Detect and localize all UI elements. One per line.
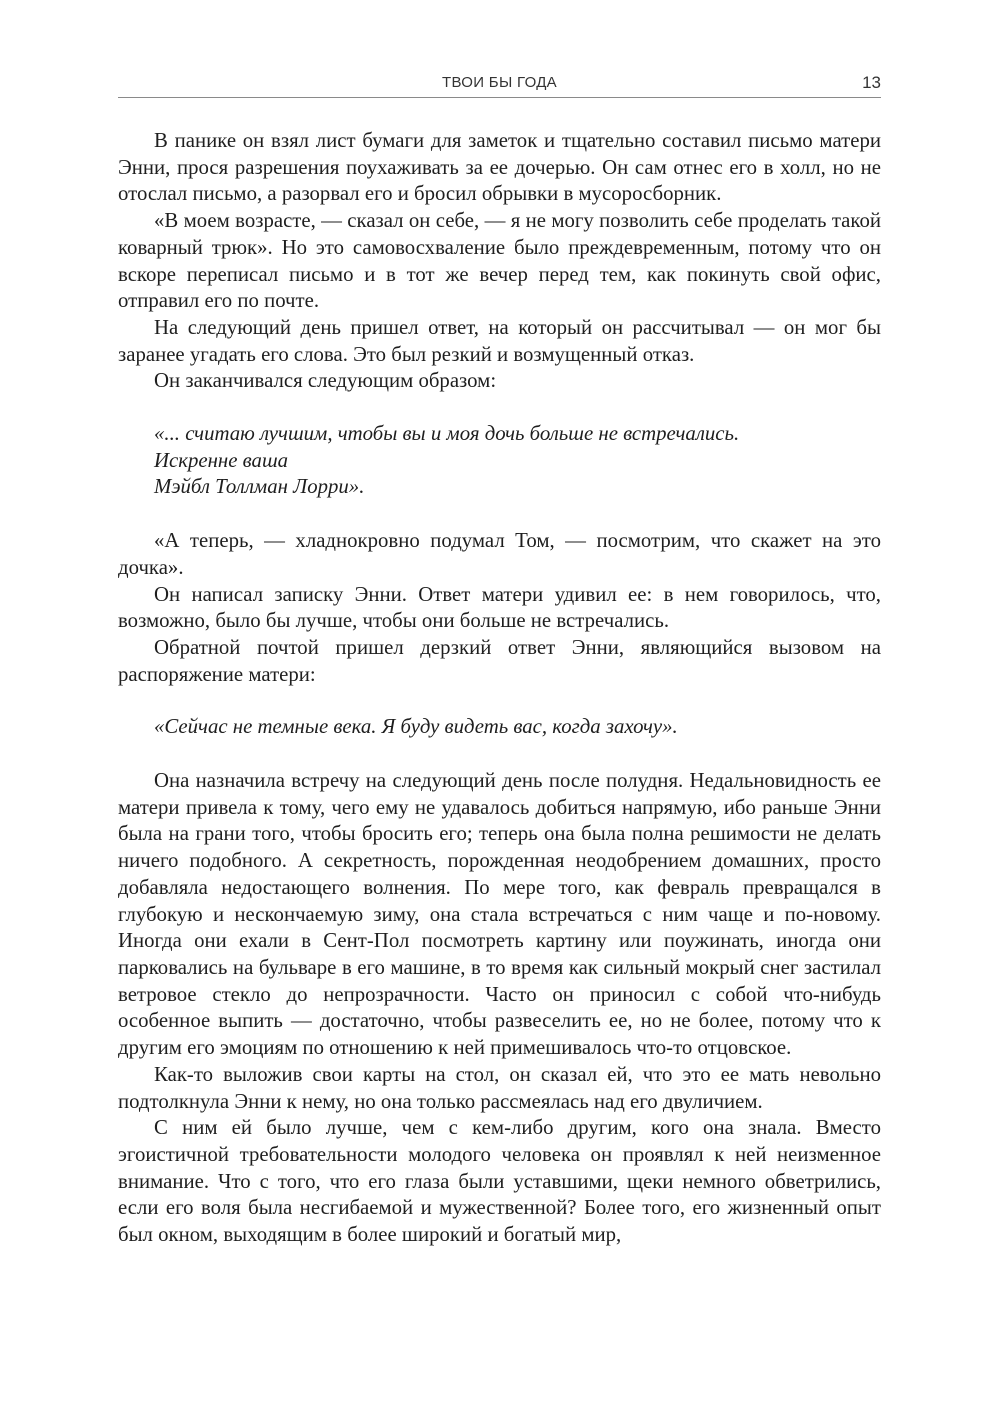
- paragraph-4: Он заканчивался следующим образом:: [154, 369, 497, 393]
- page-number: 13: [862, 73, 881, 92]
- running-title: ТВОИ БЫ ГОДА: [442, 74, 557, 91]
- body-text: [118, 128, 881, 1249]
- paragraph-6: Он написал записку Энни. Ответ матери удивил ее: в нем говорилось, что, возможно, было бы лучше, чтобы они больше не встречались.: [118, 582, 881, 633]
- paragraph-7: Обратной почтой пришел дерзкий ответ Энни, являющийся вызовом на распоряжение матери:: [118, 635, 881, 686]
- running-header: [118, 70, 881, 98]
- letter-quote-text: «... считаю лучшим, чтобы вы и моя дочь больше не встречались.: [154, 422, 740, 446]
- letter-signature: Мэйбл Толлман Лорри».: [154, 475, 365, 499]
- paragraph-1: В панике он взял лист бумаги для заметок и тщательно составил письмо матери Энни, прося разрешения поухаживать за ее дочерью. Он сам отнес его в холл, но не отослал письмо, а разорвал его и бросил обрывки в мусоросборник.: [118, 129, 881, 206]
- paragraph-9: Как-то выложив свои карты на стол, он сказал ей, что это ее мать невольно подтолкнула Энни к нему, но она только рассмеялась над его двуличием.: [118, 1062, 881, 1113]
- paragraph-10: С ним ей было лучше, чем с кем-либо другим, кого она знала. Вместо эгоистичной требовательности молодого человека он проявлял к ней неизменное внимание. Что с того, что его глаза были уставшими, щеки немного обветрились, если его воля была несгибаемой и мужественной? Более того, его жизненный опыт был окном, выходящим в более широкий и богатый мир,: [118, 1116, 881, 1247]
- paragraph-8: Она назначила встречу на следующий день после полудня. Недальновидность ее матери привела к тому, чего ему не удавалось добиться напрямую, ибо раньше Энни была на грани того, чтобы бросить его; теперь она была полна решимости не делать ничего подобного. А секретность, порожденная неодобрением домашних, просто добавляла недостающего волнения. По мере того, как февраль превращался в глубокую и нескончаемую зиму, она стала встречаться с ним чаще и по-новому. Иногда они ехали в Сент-Пол посмотреть картину или поужинать, иногда они парковались на бульваре в его машине, в то время как сильный мокрый снег застилал ветровое стекло до непрозрачности. Часто он приносил с собой что-нибудь особенное выпить — достаточно, чтобы развеселить ее, но не более, потому что к другим его эмоциям по отношению к ней примешивалось что-то отцовское.: [118, 769, 881, 1060]
- paragraph-3: На следующий день пришел ответ, на который он рассчитывал — он мог бы заранее угадать его слова. Это был резкий и возмущенный отказ.: [118, 315, 881, 366]
- paragraph-5: «А теперь, — хладнокровно подумал Том, — посмотрим, что скажет на это дочка».: [118, 529, 881, 579]
- letter-closing: Искренне ваша: [154, 448, 289, 472]
- reply-quote-text: «Сейчас не темные века. Я буду видеть вас, когда захочу».: [154, 715, 678, 739]
- reply-quote: [154, 714, 881, 741]
- paragraph-2: «В моем возрасте, — сказал он себе, — я не могу позволить себе проделать такой коварный трюк». Но это самовосхваление было преждевременным, потому что он вскоре переписал письмо и в тот же вечер перед тем, как покинуть свой офис, отправил его по почте.: [118, 209, 881, 313]
- letter-quote: [154, 421, 881, 501]
